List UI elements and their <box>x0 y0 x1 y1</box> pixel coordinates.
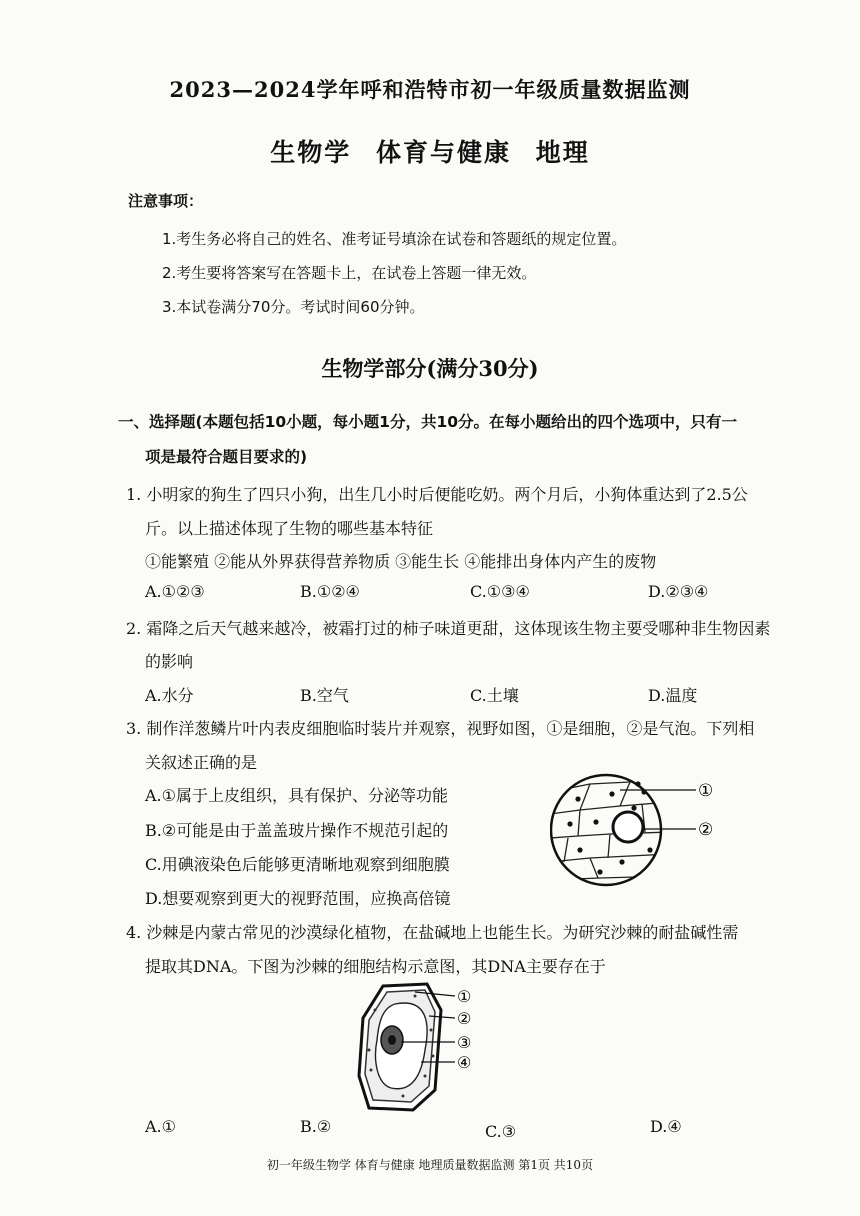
q4-label-1: ① <box>457 987 472 1006</box>
q1-option-d: D.②③④ <box>648 582 709 601</box>
q4-stem-line2: 提取其DNA。下图为沙棘的细胞结构示意图，其DNA主要存在于 <box>145 957 606 976</box>
q1-option-b: B.①②④ <box>300 582 360 601</box>
air-bubble <box>613 812 643 842</box>
q4-label-4: ④ <box>457 1053 472 1072</box>
q2-stem-line1: 2. 霜降之后天气越来越冷，被霜打过的柿子味道更甜，这体现该生物主要受哪种非生物因素 <box>126 619 771 638</box>
q4-option-a: A.① <box>145 1117 176 1136</box>
q1-stem-line1: 1. 小明家的狗生了四只小狗，出生几小时后便能吃奶。两个月后，小狗体重达到了2.5公 <box>126 485 748 504</box>
q3-option-b: B.②可能是由于盖盖玻片操作不规范引起的 <box>145 821 449 840</box>
page-footer: 初一年级生物学 体育与健康 地理质量数据监测 第1页 共10页 <box>266 1158 594 1172</box>
q4-option-d: D.④ <box>650 1117 682 1136</box>
q4-option-c: C.③ <box>485 1122 517 1141</box>
q4-option-b: B.② <box>300 1117 332 1136</box>
q3-option-d: D.想要观察到更大的视野范围，应换高倍镜 <box>145 889 451 908</box>
q4-label-2: ② <box>457 1009 472 1028</box>
q3-label-2: ② <box>698 820 714 840</box>
q4-plant-cell-diagram <box>355 980 495 1114</box>
q3-microscope-field-diagram <box>550 762 730 898</box>
q1-option-a: A.①②③ <box>145 582 205 601</box>
q2-option-b: B.空气 <box>300 686 349 705</box>
q2-option-c: C.土壤 <box>470 686 519 705</box>
q1-option-c: C.①③④ <box>470 582 530 601</box>
q2-option-d: D.温度 <box>648 686 698 705</box>
q3-option-c: C.用碘液染色后能够更清晰地观察到细胞膜 <box>145 855 450 874</box>
q3-stem-line2: 关叙述正确的是 <box>145 753 258 772</box>
q2-stem-line2: 的影响 <box>145 652 194 671</box>
part1-instructions-line1: 一、选择题(本题包括10小题，每小题1分，共10分。在每小题给出的四个选项中，只有一 <box>118 413 738 431</box>
note-item-2: 2.考生要将答案写在答题卡上，在试卷上答题一律无效。 <box>162 264 537 282</box>
q2-option-a: A.水分 <box>145 686 194 705</box>
q4-label-3: ③ <box>457 1033 472 1052</box>
q3-option-a: A.①属于上皮组织，具有保护、分泌等功能 <box>145 786 448 805</box>
q3-label-1: ① <box>698 781 714 801</box>
notes-heading: 注意事项： <box>128 192 204 210</box>
note-item-3: 3.本试卷满分70分。考试时间60分钟。 <box>162 298 425 316</box>
exam-title: 2023—2024学年呼和浩特市初一年级质量数据监测 <box>169 77 691 102</box>
exam-subtitle: 生物学 体育与健康 地理 <box>270 138 590 167</box>
q1-statements: ①能繁殖 ②能从外界获得营养物质 ③能生长 ④能排出身体内产生的废物 <box>145 552 657 571</box>
note-item-1: 1.考生务必将自己的姓名、准考证号填涂在试卷和答题纸的规定位置。 <box>162 230 627 248</box>
section-title: 生物学部分(满分30分) <box>321 356 539 381</box>
q3-stem-line1: 3. 制作洋葱鳞片叶内表皮细胞临时装片并观察，视野如图，①是细胞，②是气泡。下列相 <box>126 719 755 738</box>
part1-instructions-line2: 项是最符合题目要求的) <box>145 448 308 466</box>
q4-stem-line1: 4. 沙棘是内蒙古常见的沙漠绿化植物，在盐碱地上也能生长。为研究沙棘的耐盐碱性需 <box>126 923 739 942</box>
q1-stem-line2: 斤。以上描述体现了生物的哪些基本特征 <box>145 519 434 538</box>
